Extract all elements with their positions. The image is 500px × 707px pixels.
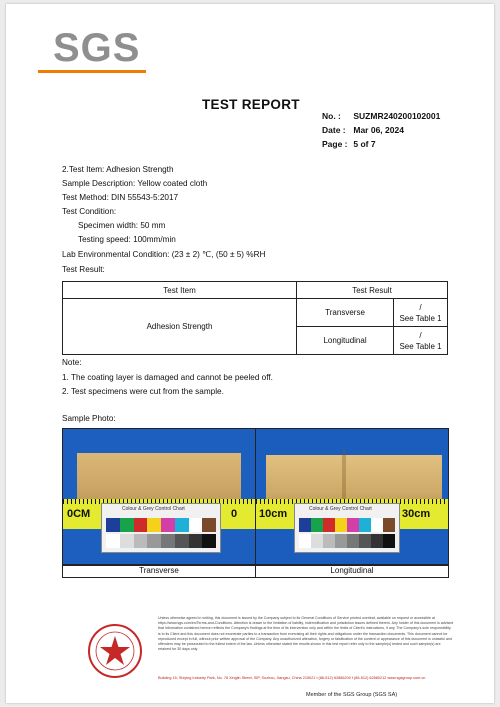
result-value: / [419, 302, 422, 312]
color-chart-card [294, 503, 400, 553]
sample-description-line: Sample Description: Yellow coated cloth [62, 179, 208, 188]
report-page [6, 4, 494, 703]
test-method-line: Test Method: DIN 55543-5:2017 [62, 193, 179, 202]
result-note: See Table 1 [399, 313, 442, 323]
grey-patches [106, 534, 216, 548]
color-chart-title: Colour & Grey Control Chart [309, 506, 372, 512]
testing-speed-line: Testing speed: 100mm/min [78, 235, 176, 244]
report-date [322, 125, 404, 135]
report-page-label: Page : [322, 139, 348, 149]
report-date-value: Mar 06, 2024 [353, 125, 404, 135]
grey-patches [299, 534, 395, 548]
logo-underline [38, 70, 146, 73]
report-page-number [322, 139, 376, 149]
table-header-result: Test Result [297, 282, 448, 299]
color-chart-title: Colour & Grey Control Chart [122, 506, 185, 512]
report-number [322, 111, 440, 121]
footer-disclaimer: Unless otherwise agreed in writing, this document is issued by the Company subject to its General Conditions of Service printed overleaf, available on request or accessible at https://www.sgs.com/en/Terms-and-Conditions. Attention is drawn to the limitation of liability, indemnification and jurisdiction issues defined therein. Any holder of this document is advised that information contained hereon reflects the Company's findings at the time of its intervention only and within the limits of Client's instructions, if any. The Company's sole responsibility is to its Client and this document does not exonerate parties to a transaction from exercising all their rights and obligations under the transaction documents. This document cannot be reproduced except in full, without prior written approval of the Company. Any unauthorized alteration, forgery or falsification of the content or appearance of this document is unlawful and offenders may be prosecuted to the fullest extent of the law. Unless otherwise stated the results shown in this test report refer only to the sample(s) tested and such sample(s) are retained for 30 days only. [158, 616, 454, 652]
color-patches [299, 518, 395, 532]
color-chart-card [101, 503, 221, 553]
report-number-value: SUZMR240200102001 [353, 111, 441, 121]
result-table [62, 281, 448, 355]
result-note: See Table 1 [399, 341, 442, 351]
ruler-end-label: 0 [231, 508, 238, 520]
report-number-label: No. : [322, 111, 341, 121]
longitudinal-photo [255, 428, 449, 566]
note-label: Note: [62, 358, 82, 367]
ruler-start-label: 0CM [67, 508, 91, 520]
sgs-logo: SGS [53, 26, 141, 70]
table-direction-transverse: Transverse [297, 299, 394, 327]
footer-member: Member of the SGS Group (SGS SA) [306, 692, 398, 698]
result-value: / [419, 330, 422, 340]
test-condition-line: Test Condition: [62, 207, 117, 216]
note-2: 2. Test specimens were cut from the sample. [62, 387, 224, 396]
page-title: TEST REPORT [202, 97, 300, 112]
lab-environment-line: Lab Environmental Condition: (23 ± 2) ℃, (50 ± 5) %RH [62, 250, 266, 259]
table-result-longitudinal [394, 327, 448, 355]
note-1: 1. The coating layer is damaged and cannot be peeled off. [62, 373, 273, 382]
table-header-item: Test Item [63, 282, 297, 299]
inspection-seal-icon [86, 622, 144, 680]
ruler-end-label: 30cm [402, 508, 431, 520]
color-patches [106, 518, 216, 532]
test-result-line: Test Result: [62, 265, 105, 274]
table-item-cell: Adhesion Strength [63, 299, 297, 355]
transverse-photo [62, 428, 256, 566]
sample-photo-label: Sample Photo: [62, 414, 116, 423]
ruler-start-label: 10cm [259, 508, 288, 520]
longitudinal-caption: Longitudinal [255, 564, 449, 578]
specimen-width-line: Specimen width: 50 mm [78, 221, 166, 230]
footer-address: Building 15, Shiying Industry Park, No. 78 Xinglin Street, SIP, Suzhou, Jiangsu, China 215021 t (86-512) 62886200 f (86-512) 62880212 www.sgsgroup.com.cn [158, 676, 426, 680]
table-result-transverse [394, 299, 448, 327]
table-direction-longitudinal: Longitudinal [297, 327, 394, 355]
transverse-caption: Transverse [62, 564, 256, 578]
test-item-line: 2.Test Item: Adhesion Strength [62, 165, 174, 174]
report-page-value: 5 of 7 [353, 139, 376, 149]
report-date-label: Date : [322, 125, 346, 135]
